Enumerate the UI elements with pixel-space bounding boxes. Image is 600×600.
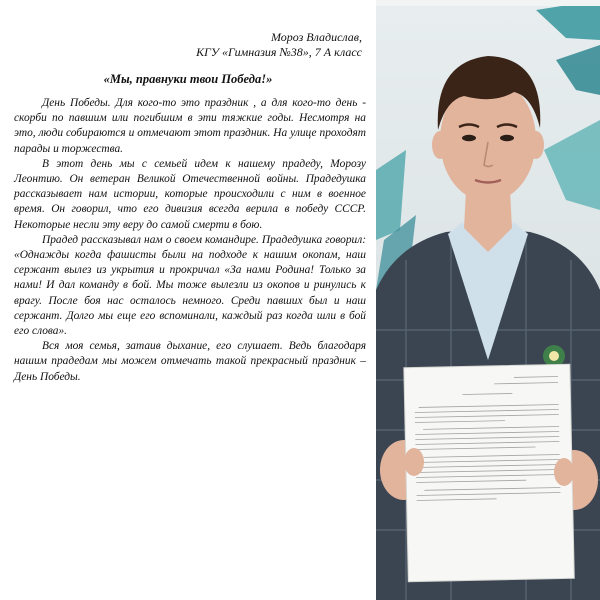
eye-right	[500, 135, 514, 141]
author-name: Мороз Владислав,	[270, 30, 362, 44]
school-badge-center	[549, 351, 559, 361]
paragraph-4: Вся моя семья, затаив дыхание, его слушает. Ведь благодаря нашим прадедам мы можем отмечать такой прекрасный праздник – День Победы.	[14, 340, 366, 383]
essay-body	[14, 96, 366, 385]
student-photo	[376, 0, 600, 600]
author-school: КГУ «Гимназия №38», 7 А класс	[196, 45, 362, 59]
ear-left	[432, 131, 448, 159]
thumb-left	[404, 448, 424, 476]
student-photo-illustration	[376, 0, 600, 600]
thumb-right	[554, 458, 574, 486]
held-essay-paper	[404, 364, 574, 581]
wall-decoration	[556, 45, 600, 95]
paragraph-3: Прадед рассказывал нам о своем командире. Прадедушка говорил: «Однажды когда фашисты были на подходе к нашим окопам, наш сержант вылез из укрытия и прокричал «За нами Родина! Только за нами! И дал команду в бой. Мы тоже вылезли из окопов и ринулись к врагу. После боя нас осталось немного. Среди павших был и наш сержант. Долго мы еще его вспоминали, каждый раз когда шли в бой его слова».	[14, 233, 366, 338]
wall-decoration	[376, 0, 600, 6]
eye-left	[462, 135, 476, 141]
paragraph-2: В этот день мы с семьей идем к нашему прадеду, Морозу Леонтию. Он ветеран Великой Отечественной войны. Прадедушка рассказывает нам истории, которые происходили с ним в военное время. Он говорил, что его дивизия всегда верила в победу СССР. Некоторые несли эту веру до самой смерти в бою.	[14, 157, 366, 231]
wall-decoration	[544, 120, 600, 210]
essay-title: «Мы, правнуки твои Победа!»	[103, 72, 273, 86]
ear-right	[528, 131, 544, 159]
paragraph-1: День Победы. Для кого-то это праздник , а для кого-то день - скорби по павшим или погибшим в эти тяжкие годы. Несмотря на это, люди собираются и отмечают этот праздник. На улице проходят парады и торжества.	[14, 97, 366, 155]
